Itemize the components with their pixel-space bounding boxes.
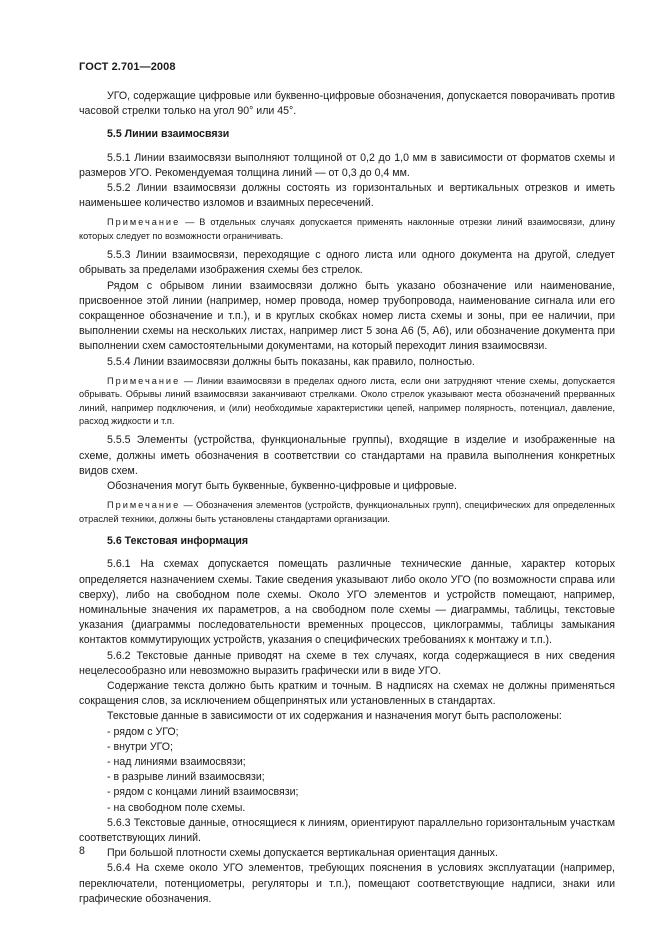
- list-item: - в разрыве линий взаимосвязи;: [107, 771, 265, 784]
- list-item: - на свободном поле схемы.: [107, 801, 246, 814]
- note: [79, 375, 615, 429]
- note-label: Примечание: [107, 500, 181, 511]
- section-heading: 5.5 Линии взаимосвязи: [107, 128, 230, 141]
- document-header: ГОСТ 2.701—2008: [79, 61, 176, 73]
- paragraph: 5.6.1 На схемах допускается помещать различные технические данные, характер которых определяется назначением схемы. Такие сведения указывают либо около УГО (по возможности справа или сверху), либо на свободном поле схемы. Около УГО элементов и устройств помещают, например, номинальные значения их параметров, а на свободном поле схемы — диаграммы, таблицы, текстовые указания (диаграммы последовательности временных процессов, циклограммы, таблицы замыкания контактов коммутирующих устройств, указания о специфических требованиях к монтажу и т.п.).: [79, 558, 615, 647]
- note-text: — Линии взаимосвязи в пределах одного листа, если они затрудняют чтение схемы, допускается обрывать. Обрывы линий взаимосвязи заканчивают стрелками. Около стрелок указывают места обозначений прерванных линий, например подключения, и (или) необходимые характеристики цепей, например полярность, потенциал, давление, расход жидкости и т.п.: [79, 375, 615, 427]
- paragraph: 5.5.3 Линии взаимосвязи, переходящие с одного листа или одного документа на другой, следует обрывать за пределами изображения схемы без стрелок.: [79, 249, 615, 277]
- paragraph: 5.6.2 Текстовые данные приводят на схеме в тех случаях, когда содержащиеся в них сведения нецелесообразно или невозможно выразить графически или в виде УГО.: [79, 649, 615, 677]
- paragraph: 5.6.3 Текстовые данные, относящиеся к линиям, ориентируют параллельно горизонтальным участкам соответствующих линий.: [79, 816, 615, 844]
- paragraph: Содержание текста должно быть кратким и точным. В надписях на схемах не должны применяться сокращения слов, за исключением общепринятых или установленных в стандартах.: [79, 679, 615, 708]
- paragraph: Обозначения могут быть буквенные, буквенно-цифровые и цифровые.: [107, 480, 457, 493]
- document-body: [79, 89, 615, 907]
- paragraph: 5.5.5 Элементы (устройства, функциональные группы), входящие в изделие и изображенные на схеме, должны иметь обозначения в соответствии со стандартами на правила выполнения конкретных видов схем.: [79, 434, 615, 477]
- paragraph: 5.5.4 Линии взаимосвязи должны быть показаны, как правило, полностью.: [107, 355, 475, 368]
- paragraph: Текстовые данные в зависимости от их содержания и назначения могут быть расположены:: [107, 710, 562, 723]
- note-label: Примечание: [107, 217, 181, 228]
- paragraph: 5.6.4 На схеме около УГО элементов, требующих пояснения в условиях эксплуатации (например, переключатели, потенциометры, регуляторы и т.п.), помещают соответствующие надписи, знаки или графические обозначения.: [79, 862, 615, 905]
- list-item: - над линиями взаимосвязи;: [107, 755, 246, 768]
- note: [79, 216, 615, 243]
- note: [79, 499, 615, 526]
- paragraph: При большой плотности схемы допускается вертикальная ориентация данных.: [107, 847, 498, 860]
- paragraph: 5.5.1 Линии взаимосвязи выполняют толщиной от 0,2 до 1,0 мм в зависимости от форматов схемы и размеров УГО. Рекомендуемая толщина линий — от 0,3 до 0,4 мм.: [79, 151, 615, 179]
- paragraph: УГО, содержащие цифровые или буквенно-цифровые обозначения, допускается поворачивать против часовой стрелки только на угол 90° или 45°.: [79, 90, 615, 118]
- paragraph: 5.5.2 Линии взаимосвязи должны состоять из горизонтальных и вертикальных отрезков и иметь наименьшее количество изломов и взаимных пересечений.: [79, 182, 615, 210]
- list-item: - рядом с концами линий взаимосвязи;: [107, 786, 299, 799]
- note-text: — В отдельных случаях допускается применять наклонные отрезки линий взаимосвязи, длину которых следует по возможности ограничивать.: [79, 217, 615, 241]
- note-text: — Обозначения элементов (устройств, функциональных групп), специфических для определенных отраслей техники, должны быть установлены стандартами организации.: [79, 500, 615, 524]
- list-item: - внутри УГО;: [107, 740, 173, 753]
- list-item: - рядом с УГО;: [107, 725, 179, 738]
- page-number: 8: [79, 845, 85, 857]
- paragraph: Рядом с обрывом линии взаимосвязи должно быть указано обозначение или наименование, присвоенное этой линии (например, номер провода, номер трубопровода, наименование сигнала или его сокращенное обозначение и т.п.), и в круглых скобках номер листа схемы и зоны, при ее наличии, при выполнении схемы на нескольких листах, например лист 5 зона А6 (5, А6), или обозначение документа при выполнении схем самостоятельными документами, на который переходит линия взаимосвязи.: [79, 279, 615, 353]
- note-label: Примечание: [107, 375, 181, 386]
- section-heading: 5.6 Текстовая информация: [107, 535, 249, 548]
